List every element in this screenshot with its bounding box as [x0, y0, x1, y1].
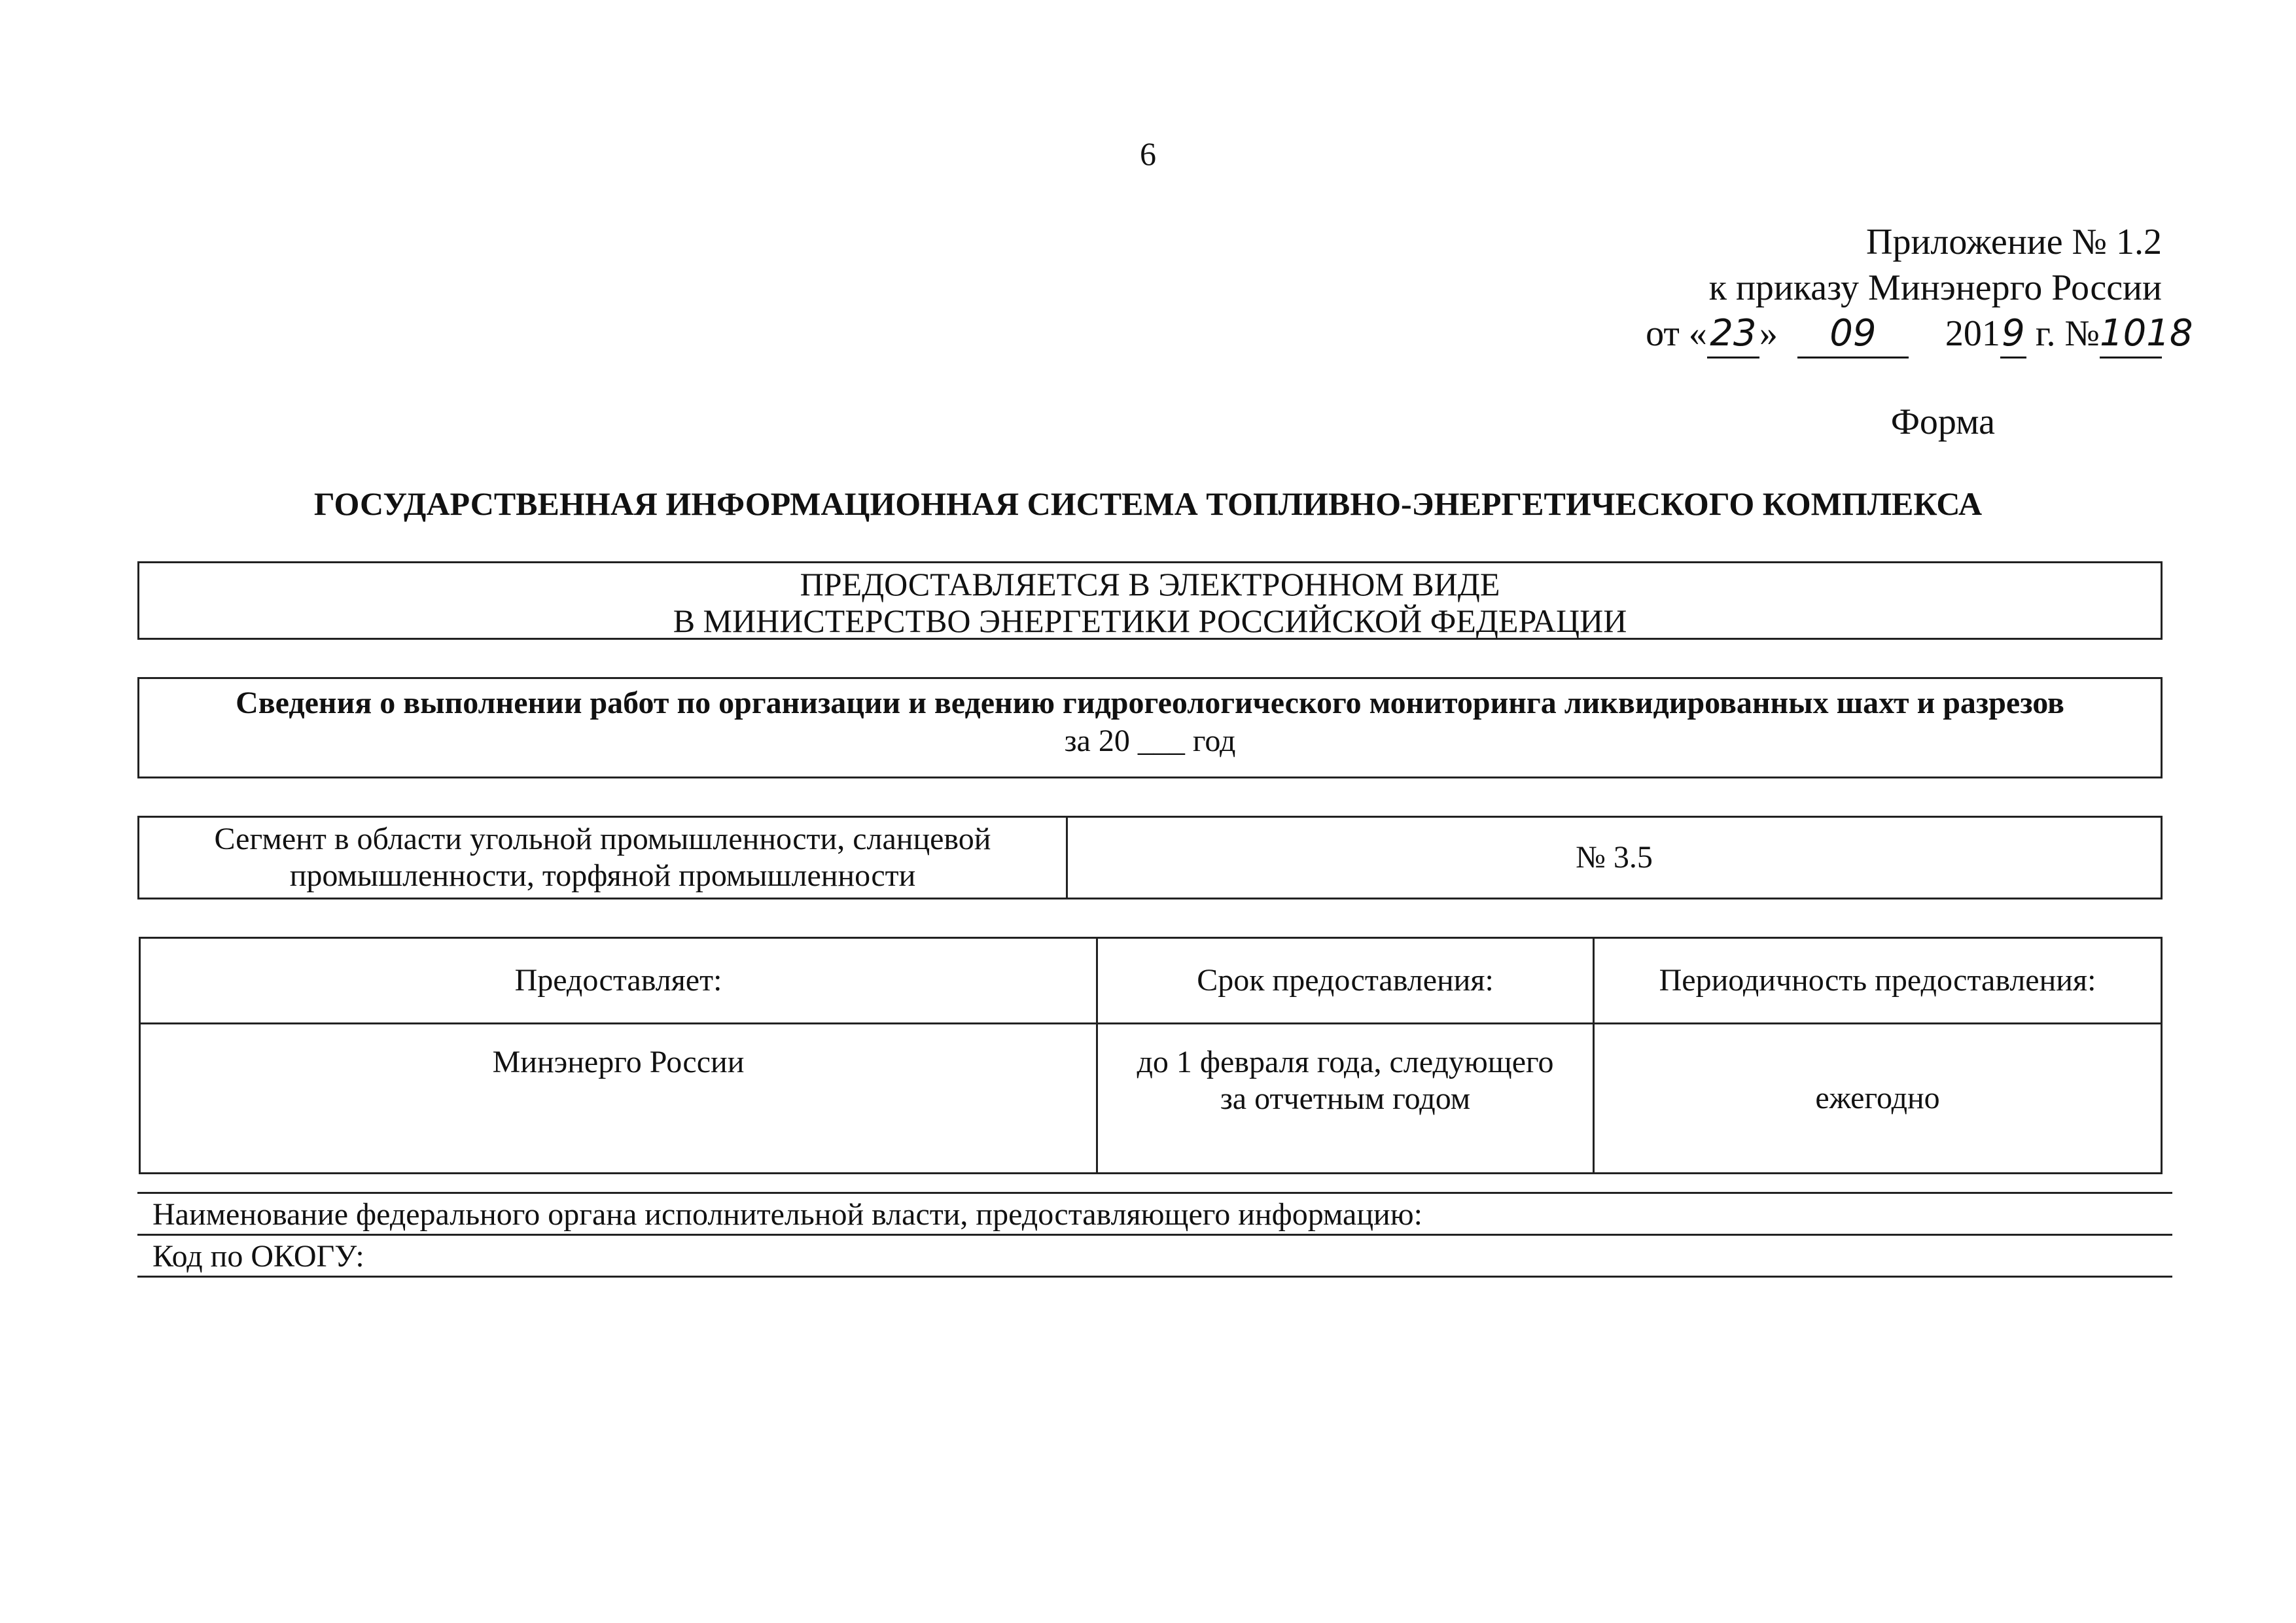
- header-deadline: Срок предоставления:: [1097, 938, 1594, 1024]
- handwritten-order-number: 1018: [2100, 311, 2162, 358]
- divider-middle: [137, 1234, 2172, 1236]
- handwritten-year-digit: 9: [2000, 311, 2026, 358]
- form-label: Форма: [1890, 402, 1995, 442]
- report-period: за 20 ___ год: [1064, 724, 1236, 758]
- report-title: Сведения о выполнении работ по организации и ведению гидрогеологического мониторинга ликвидированных шахт и разрезов: [236, 686, 2064, 720]
- submission-line-2: В МИНИСТЕРСТВО ЭНЕРГЕТИКИ РОССИЙСКОЙ ФЕДЕРАЦИИ: [673, 602, 1627, 639]
- appendix-order-ref: к приказу Минэнерго России: [1708, 268, 2162, 308]
- cell-provider: Минэнерго России: [140, 1024, 1097, 1174]
- deadline-line-2: за отчетным годом: [1220, 1081, 1471, 1116]
- okogu-field-label: Код по ОКОГУ:: [152, 1239, 364, 1274]
- provider-table-row: [140, 1024, 2162, 1174]
- submission-box: [137, 561, 2163, 640]
- appendix-date-line: [1646, 311, 2193, 358]
- order-number-label: г. №: [2035, 313, 2100, 354]
- page-number: 6: [1140, 135, 1156, 172]
- segment-number-cell: № 3.5: [1067, 817, 2162, 899]
- date-prefix: от «: [1646, 313, 1707, 354]
- divider-bottom: [137, 1276, 2172, 1278]
- agency-name-field-label: Наименование федерального органа исполнительной власти, предоставляющего информацию:: [152, 1197, 1422, 1232]
- cell-deadline: [1097, 1024, 1594, 1174]
- header-frequency: Периодичность предоставления:: [1594, 938, 2162, 1024]
- segment-row: [139, 817, 2162, 899]
- segment-name-line-2: промышленности, торфяной промышленности: [289, 858, 916, 893]
- day-close: »: [1759, 313, 1778, 354]
- year-prefix: 201: [1945, 313, 2000, 354]
- cell-frequency: ежегодно: [1594, 1024, 2162, 1174]
- handwritten-month: 09: [1797, 311, 1909, 358]
- divider-top: [137, 1192, 2172, 1194]
- deadline-line-1: до 1 февраля года, следующего: [1137, 1045, 1554, 1079]
- report-title-box: [137, 677, 2163, 778]
- segment-name-line-1: Сегмент в области угольной промышленности, сланцевой: [214, 822, 991, 856]
- system-title: ГОСУДАРСТВЕННАЯ ИНФОРМАЦИОННАЯ СИСТЕМА ТОПЛИВНО-ЭНЕРГЕТИЧЕСКОГО КОМПЛЕКСА: [313, 485, 1983, 522]
- handwritten-day: 23: [1707, 311, 1759, 358]
- segment-name-cell: [139, 817, 1067, 899]
- submission-line-1: ПРЕДОСТАВЛЯЕТСЯ В ЭЛЕКТРОННОМ ВИДЕ: [800, 566, 1500, 602]
- segment-table: [137, 816, 2163, 899]
- provider-table-header-row: [140, 938, 2162, 1024]
- appendix-title: Приложение № 1.2: [1866, 222, 2162, 262]
- provider-table: [139, 937, 2163, 1174]
- appendix-block: [1646, 219, 2193, 358]
- header-provider: Предоставляет:: [140, 938, 1097, 1024]
